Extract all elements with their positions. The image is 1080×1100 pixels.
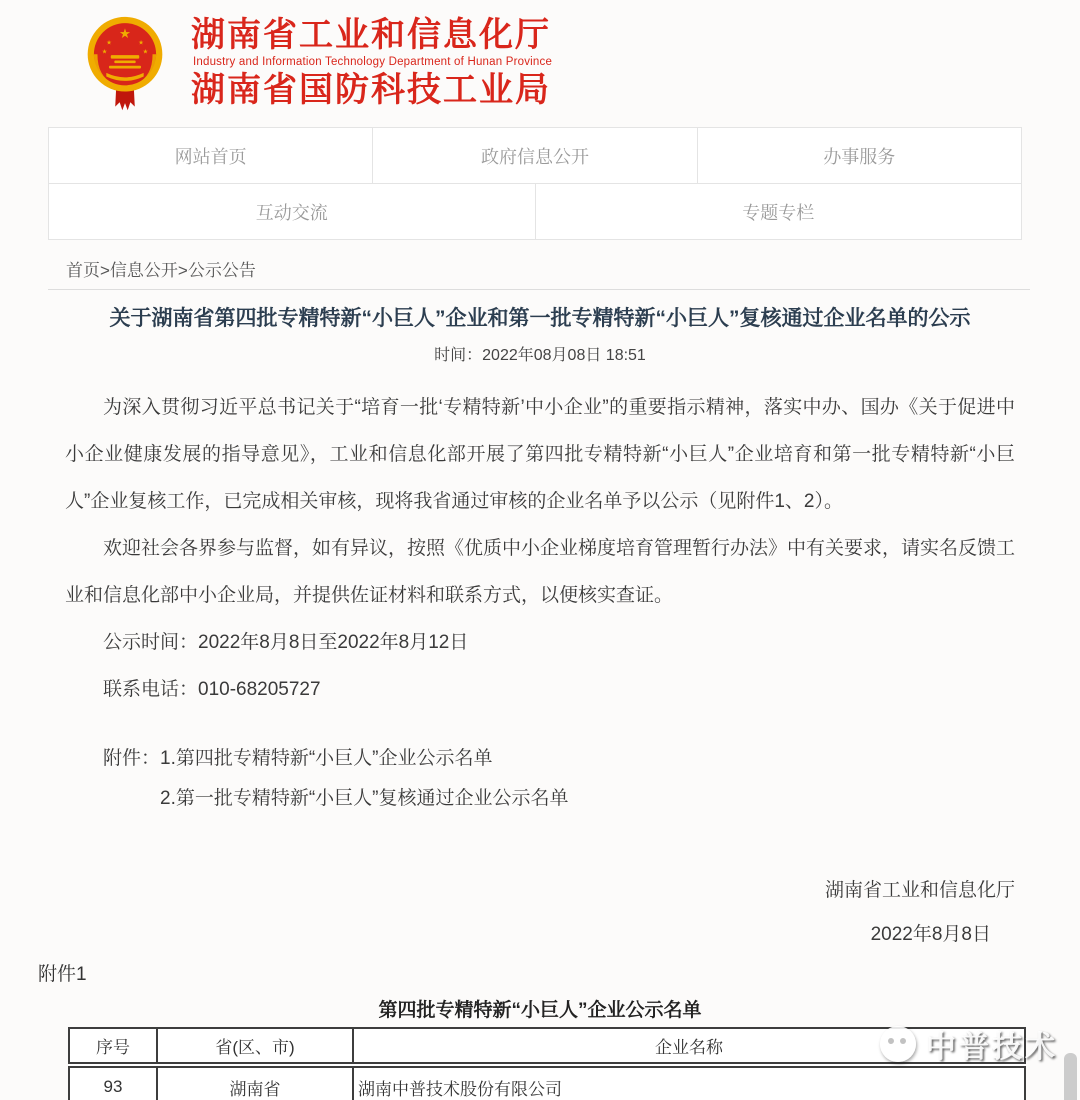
cell-province: 湖南省	[157, 1065, 353, 1100]
dept-title-en: Industry and Information Technology Department of Hunan Province	[193, 56, 553, 68]
watermark-text: 中普技术	[926, 1031, 1058, 1064]
paragraph-1: 为深入贯彻习近平总书记关于“培育一批‘专精特新’中小企业”的重要指示精神，落实中办、国办《关于促进中小企业健康发展的指导意见》，工业和信息化部开展了第四批专精特新“小巨人”企业培育和第一批专精特新“小巨人”企业复核工作，已完成相关审核，现将我省通过审核的企业名单予以公示（见附件1、2）。	[65, 397, 1015, 512]
table-header-row	[69, 1028, 1025, 1065]
svg-text:★: ★	[142, 48, 149, 56]
table-row	[69, 1065, 1025, 1100]
site-header	[0, 0, 1080, 128]
breadcrumb-divider	[48, 289, 1030, 290]
signature-org: 湖南省工业和信息化厅	[824, 880, 1015, 901]
svg-text:★: ★	[138, 39, 144, 47]
nav-item-special-columns[interactable]: 专题专栏	[535, 183, 1023, 240]
cell-index: 93	[69, 1065, 157, 1100]
publicity-period: 公示时间：2022年8月8日至2022年8月12日	[103, 632, 469, 653]
nav-row-2	[48, 184, 1022, 240]
header-titles	[191, 10, 552, 109]
svg-text:★: ★	[101, 48, 108, 56]
attachment1-label: 附件1	[38, 964, 87, 985]
col-header-province: 省(区、市)	[157, 1028, 353, 1065]
article-title: 关于湖南省第四批专精特新“小巨人”企业和第一批专精特新“小巨人”复核通过企业名单的公示	[109, 307, 971, 330]
svg-text:★: ★	[119, 26, 131, 42]
nav-item-gov-info[interactable]: 政府信息公开	[372, 127, 697, 184]
signature-block	[65, 869, 1015, 957]
attachment1-table-title: 第四批专精特新“小巨人”企业公示名单	[378, 1000, 702, 1021]
dept-title-cn-1: 湖南省工业和信息化厅	[191, 16, 551, 54]
nav-item-services[interactable]: 办事服务	[697, 127, 1022, 184]
attachment-item-1: 附件：1.第四批专精特新“小巨人”企业公示名单	[103, 748, 493, 769]
col-header-index: 序号	[69, 1028, 157, 1065]
dept-title-cn-2: 湖南省国防科技工业局	[191, 71, 551, 109]
svg-text:★: ★	[106, 39, 112, 47]
attachment-item-2: 2.第一批专精特新“小巨人”复核通过企业公示名单	[160, 788, 569, 809]
contact-phone: 联系电话：010-68205727	[103, 679, 321, 700]
nav-item-home[interactable]: 网站首页	[48, 127, 373, 184]
scrollbar-thumb[interactable]	[1064, 1053, 1077, 1100]
main-nav	[48, 128, 1022, 240]
col-header-company: 企业名称	[353, 1028, 1025, 1065]
paragraph-2: 欢迎社会各界参与监督，如有异议，按照《优质中小企业梯度培育管理暂行办法》中有关要求，请实名反馈工业和信息化部中小企业局，并提供佐证材料和联系方式，以便核实查证。	[65, 538, 1016, 606]
breadcrumb[interactable]: 首页>信息公开>公示公告	[66, 261, 256, 280]
article-body	[65, 384, 1015, 957]
national-emblem-icon	[85, 10, 165, 118]
signature-date: 2022年8月8日	[870, 924, 991, 945]
article-time: 时间：2022年08月08日 18:51	[434, 347, 646, 364]
attachments-list	[65, 739, 1015, 819]
nav-row-1	[48, 128, 1022, 184]
cell-company: 湖南中普技术股份有限公司	[353, 1065, 1025, 1100]
company-table	[68, 1027, 1026, 1100]
nav-item-interaction[interactable]: 互动交流	[48, 183, 536, 240]
